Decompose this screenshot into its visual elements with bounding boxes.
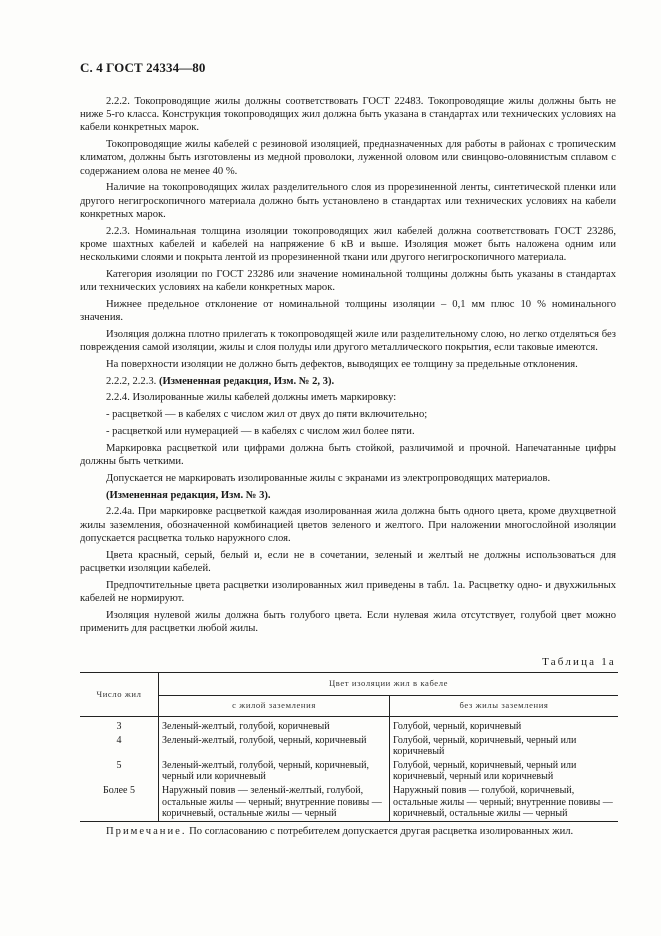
paragraph: На поверхности изоляции не должно быть дефектов, выводящих ее толщину за предельные отклонения. — [106, 358, 578, 370]
amendment-bold: (Измененная редакция, Изм. № 2, 3). — [158, 375, 335, 387]
cell-without: Голубой, черный, коричневый — [393, 721, 522, 732]
paragraph: Изоляция должна плотно прилегать к токопроводящей жиле или разделительному слою, но легко отделяться без повреждения самой изоляции, жилы и слоя полуды или другого металлического покрытия, если таковые имеются. — [80, 328, 616, 354]
paragraph: Маркировка расцветкой или цифрами должна быть стойкой, различимой и прочной. Напечатанные цифры должны быть четкими. — [80, 442, 616, 467]
amendment-note — [80, 489, 616, 502]
paragraph: 2.2.2. Токопроводящие жилы должны соответствовать ГОСТ 22483. Токопроводящие жилы должны быть не ниже 5-го класса. Конструкция токопроводящих жил должна быть указана в стандартах или технических условиях на кабели конкретных марок. — [80, 96, 616, 134]
paragraph: Допускается не маркировать изолированные жилы с экранами из электропроводящих материалов. — [106, 472, 551, 484]
paragraph: 2.2.4. Изолированные жилы кабелей должны иметь маркировку: — [106, 392, 397, 404]
paragraph: Токопроводящие жилы кабелей с резиновой изоляцией, предназначенных для работы в районах с тропическим климатом, должны быть изготовлены из медной проволоки, луженной оловом или свинцово-оловянистым сплавом с содержанием олова не менее 40 %. — [80, 139, 616, 177]
cell-with: Наружный повив — зеленый-желтый, голубой, остальные жилы — черный; внутренние повивы — коричневый, остальные жилы — черный — [159, 784, 390, 821]
column-header-with-ground: с жилой заземления — [159, 696, 390, 717]
cell-with: Зеленый-желтый, голубой, черный, коричневый — [159, 734, 390, 759]
note-label: Примечание. — [106, 826, 187, 837]
amendment-clauses: 2.2.2, 2.2.3. — [106, 375, 157, 387]
paragraph: Категория изоляции по ГОСТ 23286 или значение номинальной толщины должны быть указаны в стандартах или технических условиях на кабели конкретных марок. — [80, 268, 616, 294]
paragraph: 2.2.3. Номинальная толщина изоляции токопроводящих жил кабелей должна соответствовать ГОСТ 23286, кроме шахтных кабелей и кабелей на напряжение 6 кВ и выше. Изоляция может быть наложена одним или несколькими слоями и покрыта лентой из прорезиненной ткани или другого негигроскопичного материала. — [80, 225, 616, 264]
cell-without: Наружный повив — голубой, коричневый, остальные жилы — черный; внутренние повивы — коричневый, остальные жилы — черный — [390, 784, 619, 821]
amendment-note — [80, 375, 616, 388]
cell-without: Голубой, черный, коричневый, черный или коричневый, черный или коричневый — [393, 759, 577, 783]
column-header-without-ground: без жилы заземления — [390, 696, 619, 717]
table-row — [80, 734, 618, 759]
cell-with: Зеленый-желтый, голубой, черный, коричневый, черный или коричневый — [159, 759, 390, 784]
color-table — [80, 672, 618, 822]
note-text: По согласованию с потребителем допускается другая расцветка изолированных жил. — [189, 826, 574, 837]
paragraph: Изоляция нулевой жилы должна быть голубого цвета. Если нулевая жила отсутствует, голубой цвет можно применить для расцветки любой жилы. — [80, 609, 616, 634]
cell-count: 4 — [80, 734, 159, 759]
cell-count: 5 — [80, 759, 159, 784]
column-header-color: Цвет изоляции жил в кабеле — [159, 673, 619, 696]
document-body — [80, 95, 616, 639]
table-note — [106, 826, 626, 837]
table-row — [80, 784, 618, 821]
paragraph: Наличие на токопроводящих жилах разделительного слоя из прорезиненной ленты, синтетической пленки или другого негигроскопичного материала должно быть установлено в стандартах или технических условиях на кабели конкретных марок. — [80, 182, 616, 220]
table-caption: Таблица 1а — [542, 656, 616, 668]
list-item: - расцветкой — в кабелях с числом жил от двух до пяти включительно; — [106, 409, 428, 421]
paragraph: Нижнее предельное отклонение от номинальной толщины изоляции – 0,1 мм плюс 10 % номинального значения. — [80, 298, 616, 324]
page-header: С. 4 ГОСТ 24334—80 — [80, 60, 206, 75]
table-row — [80, 759, 618, 784]
list-item: - расцветкой или нумерацией — в кабелях с числом жил более пяти. — [106, 426, 415, 437]
table-row — [80, 717, 618, 734]
column-header-count: Число жил — [80, 673, 159, 717]
cell-count: Более 5 — [80, 784, 159, 821]
cell-without: Голубой, черный, коричневый, черный или коричневый — [393, 734, 577, 758]
amendment-bold: (Измененная редакция, Изм. № 3). — [106, 489, 271, 501]
paragraph: 2.2.4а. При маркировке расцветкой каждая изолированная жила должна быть одного цвета, кроме двухцветной жилы заземления, обозначенной комбинацией цветов зеленого и желтого. При наложении многослойной изоляции допускается расцветка только наружного слоя. — [80, 506, 616, 544]
cell-with: Зеленый-желтый, голубой, коричневый — [159, 717, 390, 734]
paragraph: Предпочтительные цвета расцветки изолированных жил приведены в табл. 1а. Расцветку одно- и двухжильных кабелей не нормируют. — [80, 579, 616, 604]
paragraph: Цвета красный, серый, белый и, если не в сочетании, зеленый и желтый не должны использоваться для расцветки изоляции кабелей. — [80, 549, 616, 574]
cell-count: 3 — [80, 717, 159, 734]
